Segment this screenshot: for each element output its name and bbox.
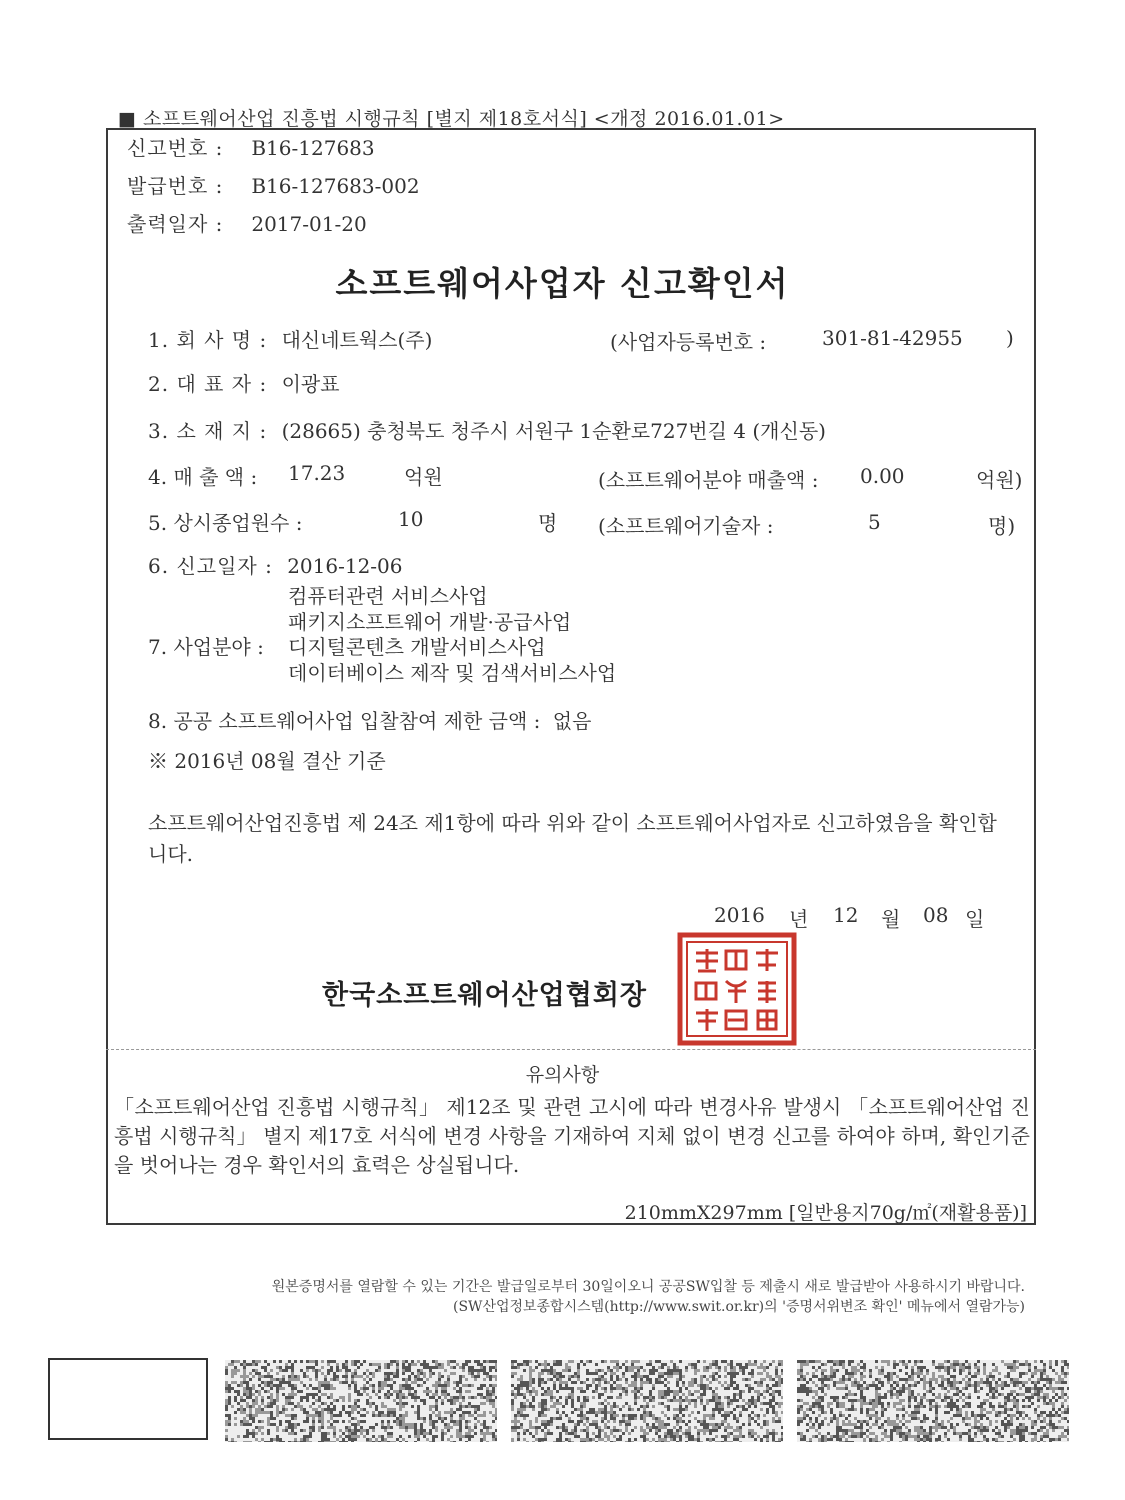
print-date-row: [127, 208, 367, 237]
issue-number-value: B16-127683-002: [251, 174, 420, 198]
issue-month: 12: [833, 903, 859, 927]
sales-unit: 억원: [404, 465, 443, 489]
official-seal-icon: [676, 931, 798, 1047]
issue-year-unit: 년: [789, 907, 809, 931]
issue-year: 2016: [714, 903, 765, 927]
employees-label: 5. 상시종업원수 :: [148, 511, 303, 535]
document-title: 소프트웨어사업자 신고확인서: [335, 264, 790, 303]
employees-value: 10: [398, 507, 424, 531]
security-code-pattern: [225, 1360, 497, 1442]
report-date-value: 2016-12-06: [287, 554, 403, 578]
report-date-label: 6. 신고일자 :: [148, 554, 273, 578]
issue-day: 08: [923, 903, 949, 927]
business-field-item: 패키지소프트웨어 개발·공급사업: [288, 610, 572, 634]
employees-unit: 명: [538, 511, 558, 535]
paper-spec: 210mmX297mm [일반용지70g/㎡(재활용품)]: [624, 1202, 1027, 1224]
report-number-value: B16-127683: [251, 136, 375, 160]
sw-engineers-unit: 명): [988, 514, 1016, 538]
notice-body: 「소프트웨어산업 진흥법 시행규칙」 제12조 및 관련 고시에 따라 변경사유 발생시 「소프트웨어산업 진흥법 시행규칙」 별지 제17호 서식에 변경 사항을 기재하여 지체 없이 변경 신고를 하여야 하며, 확인기준을 벗어나는 경우 확인서의 효력은 상실됩니다.: [114, 1095, 1030, 1177]
address-value: (28665) 충청북도 청주시 서원구 1순환로727번길 4 (개신동): [281, 419, 826, 443]
issue-number-row: [127, 170, 420, 199]
report-number-row: [127, 132, 375, 161]
business-field-item: 컴퓨터관련 서비스사업: [288, 584, 488, 608]
confirmation-statement: 소프트웨어산업진흥법 제 24조 제1항에 따라 위와 같이 소프트웨어사업자로 신고하였음을 확인합니다.: [148, 811, 997, 866]
business-reg-label: (사업자등록번호 :: [610, 330, 767, 354]
notice-title: 유의사항: [525, 1064, 600, 1086]
business-reg-number: 301-81-42955: [822, 326, 963, 350]
print-date-label: 출력일자 :: [127, 212, 224, 236]
company-label: 1. 회 사 명 :: [148, 328, 268, 352]
sales-label: 4. 매 출 액 :: [148, 465, 258, 489]
sw-sales-value: 0.00: [860, 464, 905, 488]
sw-sales-label: (소프트웨어분야 매출액 :: [598, 468, 819, 492]
footer-note-validity: 원본증명서를 열람할 수 있는 기간은 발급일로부터 30일이오니 공공SW입찰 등 제출시 새로 발급받아 사용하시기 바랍니다.: [271, 1279, 1025, 1295]
business-field-label: 7. 사업분야 :: [148, 635, 264, 659]
bid-limit-value: 없음: [552, 709, 592, 733]
ceo-name: 이광표: [281, 372, 340, 396]
blank-box: [48, 1358, 208, 1440]
report-number-label: 신고번호 :: [127, 136, 224, 160]
address-row: [148, 415, 826, 444]
settlement-basis: ※ 2016년 08월 결산 기준: [148, 749, 386, 773]
sw-engineers-value: 5: [868, 510, 881, 534]
issue-number-label: 발급번호 :: [127, 174, 224, 198]
issuer-name: 한국소프트웨어산업협회장: [322, 980, 647, 1011]
security-code-pattern: [511, 1360, 783, 1442]
security-code-pattern: [797, 1360, 1069, 1442]
company-name: 대신네트웍스(주): [281, 328, 433, 352]
sw-engineers-label: (소프트웨어기술자 :: [598, 514, 774, 538]
section-divider: [106, 1049, 1036, 1050]
print-date-value: 2017-01-20: [251, 212, 367, 236]
company-row: [148, 324, 432, 353]
business-field-item: 데이터베이스 제작 및 검색서비스사업: [288, 661, 617, 685]
ceo-label: 2. 대 표 자 :: [148, 372, 268, 396]
footer-note-verification: (SW산업정보종합시스템(http://www.swit.or.kr)의 '증명서위변조 확인' 메뉴에서 열람가능): [453, 1299, 1025, 1315]
ceo-row: [148, 368, 340, 397]
issue-month-unit: 월: [881, 907, 901, 931]
address-label: 3. 소 재 지 :: [148, 419, 268, 443]
report-date-row: [148, 550, 403, 579]
form-reference: ■ 소프트웨어산업 진흥법 시행규칙 [별지 제18호서식] <개정 2016.01.01>: [118, 108, 785, 130]
bid-limit-row: [148, 705, 591, 734]
bid-limit-label: 8. 공공 소프트웨어사업 입찰참여 제한 금액 :: [148, 709, 541, 733]
sw-sales-unit: 억원): [976, 468, 1023, 492]
sales-value: 17.23: [288, 461, 346, 485]
business-field-item: 디지털콘텐츠 개발서비스사업: [288, 635, 546, 659]
issue-day-unit: 일: [965, 907, 985, 931]
business-reg-close: ): [1006, 326, 1014, 350]
